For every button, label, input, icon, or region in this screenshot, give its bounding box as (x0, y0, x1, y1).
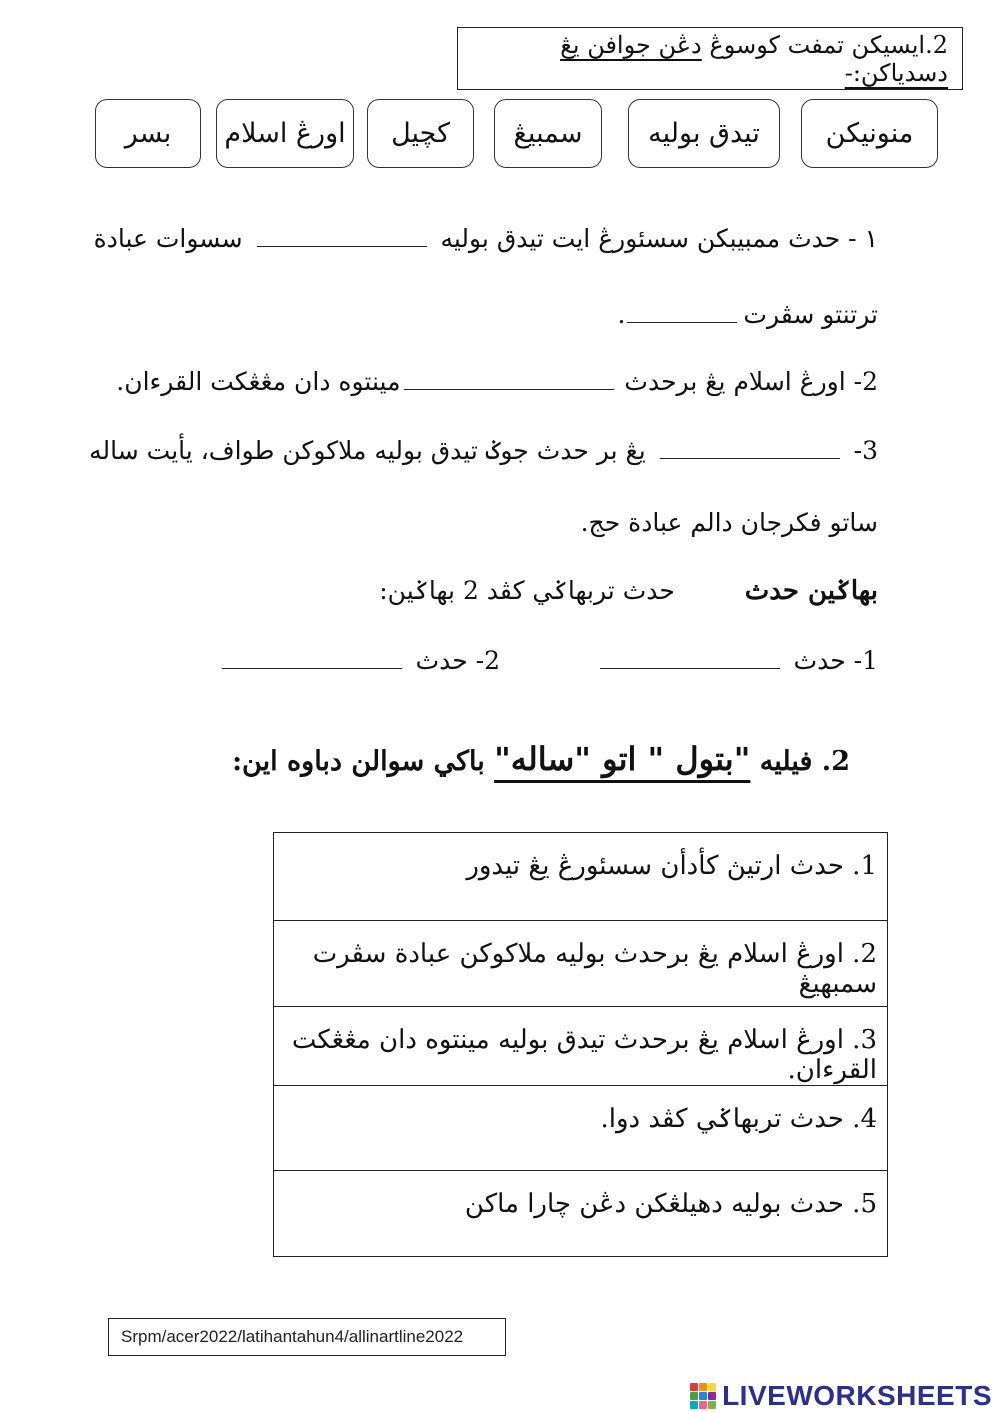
answer-blank-1[interactable] (257, 245, 427, 247)
exercise-title: 2.ايسيکن تمفت کوسوڠ دڠن جوافن يڠ دسدياکن:- (560, 30, 948, 87)
statement-cell[interactable]: 1. حدث ارتيڽ کأدأن سسئورڠ يڠ تيدور (274, 833, 888, 921)
word-option[interactable]: تيدق بوليه (628, 99, 780, 168)
table-row (274, 1171, 888, 1257)
answer-blank-4[interactable] (660, 457, 840, 459)
section-2-heading: 2. فيليه "بتول " اتو "ساله" باکي سوالن دباوه اين: (232, 740, 850, 778)
statements-table (273, 832, 888, 1257)
statement-cell[interactable]: 2. اورڠ اسلام يڠ برحدث بوليه ملاکوکن عبادة سڤرت سمبهيڠ (274, 921, 888, 1007)
hadas-type-2: 2- حدث (216, 646, 500, 675)
logo-square (699, 1392, 707, 1400)
hadas-types-title: بهاݢين حدث (744, 576, 878, 606)
table-row (274, 833, 888, 921)
liveworksheets-brand[interactable] (690, 1380, 992, 1412)
logo-square (708, 1401, 716, 1409)
logo-square (708, 1383, 716, 1391)
answer-blank-5[interactable] (600, 667, 780, 669)
word-option[interactable]: کچيل (367, 99, 474, 168)
logo-square (690, 1401, 698, 1409)
question-1: ١ - حدث ممبيبکن سسئورڠ ايت تيدق بوليه سسوات عبادة (93, 224, 878, 253)
hadas-types (379, 576, 878, 606)
word-option[interactable]: منونيكن (801, 99, 938, 168)
statement-cell[interactable]: 3. اورڠ اسلام يڠ برحدث تيدق بوليه مينتوه دان مڠڠکت القرءان. (274, 1007, 888, 1086)
table-row (274, 1086, 888, 1171)
exercise-title-box (457, 27, 963, 90)
word-option[interactable]: سمبيڠ (494, 99, 602, 168)
brand-name: LIVEWORKSHEETS (722, 1380, 992, 1411)
liveworksheets-logo-icon (690, 1383, 716, 1409)
logo-square (708, 1392, 716, 1400)
logo-square (690, 1383, 698, 1391)
answer-blank-2[interactable] (627, 321, 737, 323)
statement-cell[interactable]: 4. حدث تربهاݢي کڤد دوا. (274, 1086, 888, 1171)
logo-square (690, 1392, 698, 1400)
table-row (274, 921, 888, 1007)
logo-square (699, 1401, 707, 1409)
statement-cell[interactable]: 5. حدث بوليه دهيلڠکن دڠن چارا ماکن (274, 1171, 888, 1257)
table-row (274, 1007, 888, 1086)
question-3-line-2: ساتو فکرجان دالم عبادة حج. (580, 508, 878, 537)
word-option[interactable]: اورڠ اسلام (216, 99, 354, 168)
question-2: 2- اورڠ اسلام يڠ برحدث مينتوه دان مڠڠکت القرءان. (116, 367, 878, 396)
question-1-line-2: ترتنتو سڤرت. (617, 300, 878, 329)
word-option[interactable]: بسر (95, 99, 201, 168)
answer-blank-3[interactable] (404, 388, 614, 390)
logo-square (699, 1383, 707, 1391)
hadas-type-1: 1- حدث (594, 646, 878, 675)
footer-credit: Srpm/acer2022/latihantahun4/allinartline2022 (108, 1318, 506, 1356)
answer-blank-6[interactable] (222, 667, 402, 669)
hadas-types-text: حدث تربهاݢي کڤد 2 بهاݢين: (379, 576, 675, 605)
question-3: 3- يڠ بر حدث جوݢ تيدق بوليه ملاکوکن طواف، يأيت ساله (89, 436, 878, 465)
